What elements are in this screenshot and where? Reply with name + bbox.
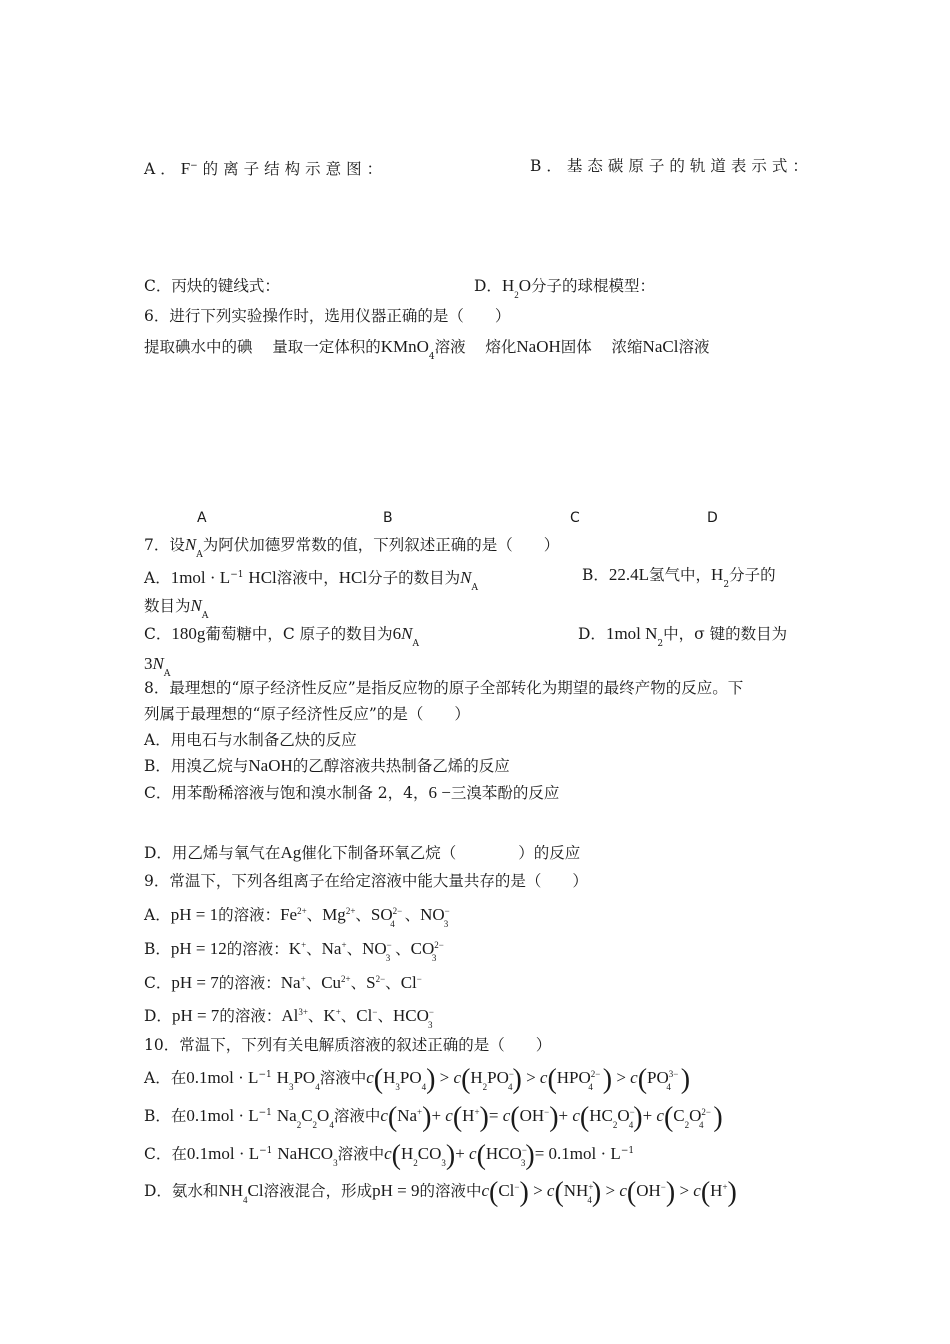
q6-label-d: D — [707, 510, 718, 526]
q6-operations: 提取碘水中的碘 量取一定体积的KMnO$_4$溶液 熔化NaOH固体 浓缩NaCl溶液 — [144, 337, 710, 362]
q5-option-c: C．丙炔的键线式： — [144, 277, 280, 295]
q9-option-a: A．pH = 1的溶液：$Fe^{2+}$、$Mg^{2+}$、$SO^{2-}_4$ 、$NO^-_3$ — [144, 905, 450, 929]
q7-option-b: B．22.4L氢气中，$H_2$分子的 — [582, 565, 776, 590]
q9-option-c: C．pH = 7的溶液：Na+、$Cu^{2+}$、$S^{2-}$、Cl− — [144, 973, 422, 992]
q10-stem: 10．常温下，下列有关电解质溶液的叙述正确的是（ ） — [144, 1036, 552, 1054]
q10-option-b: B．在$0.1mol \cdot L^{-1}$ $Na_2C_2O_4$溶液中$c(Na^+)+ c(H^+)= c(OH^-)+ c(HC_2O^-_4)+ c(C_2O^{2-}_4$ ) — [144, 1102, 723, 1133]
q5-option-a: A．F− 的离子结构示意图： — [144, 159, 388, 178]
q7-option-d-cont: $3N_A$ — [144, 654, 171, 679]
q7-option-b-cont: 数目为$N_A$ — [144, 596, 209, 621]
q8-option-b: B．用溴乙烷与NaOH的乙醇溶液共热制备乙烯的反应 — [144, 756, 510, 775]
q6-label-c: C — [570, 510, 580, 526]
q10-option-d: D．氨水和$NH_4Cl$溶液混合，形成pH = 9的溶液中$c(Cl^-) > c(NH^+_4) > c(OH^-) > c(H^+)$ — [144, 1177, 737, 1208]
q8-option-c: C．用苯酚稀溶液与饱和溴水制备 2，4，6 −三溴苯酚的反应 — [144, 783, 560, 802]
q7-option-d: D．1mol $N_2$中，σ 键的数目为 — [578, 624, 788, 649]
q8-stem-line2: 列属于最理想的“原子经济性反应”的是（ ） — [144, 705, 470, 723]
q7-option-a: A．$1mol \cdot L^{-1}$ HCl溶液中，HCl分子的数目为$N_A$ — [144, 568, 478, 593]
q7-option-c: C．180g葡萄糖中，C 原子的数目为$6N_A$ — [144, 624, 420, 649]
q6-label-a: A — [197, 510, 207, 526]
q8-stem-line1: 8．最理想的“原子经济性反应”是指反应物的原子全部转化为期望的最终产物的反应。下 — [144, 679, 744, 697]
q10-option-c: C．在$0.1mol \cdot L^{-1}$ NaHCO$_3$溶液中$c(H_2CO_3)+ c(HCO^-_3)= 0.1mol \cdot L^{-1}$ — [144, 1140, 635, 1171]
q6-label-b: B — [383, 510, 393, 526]
q10-option-a: A．在$0.1mol \cdot L^{-1}$ $H_3PO_4$溶液中$c(H_3PO_4) > c(H_2PO^-_4) > c(HPO^{2-}_4$ ) > $c(PO^{3-}_4$ ) — [144, 1064, 691, 1095]
q9-option-b: B．pH = 12的溶液：K+、Na+、$NO^-_3$ 、$CO^{2-}_3$ — [144, 939, 444, 963]
q9-option-d: D．pH = 7的溶液：$Al^{3+}$、K+、Cl−、$HCO^-_3$ — [144, 1006, 434, 1030]
q5-option-d: D．$H_2O$分子的球棍模型： — [474, 276, 656, 300]
q8-option-a: A．用电石与水制备乙炔的反应 — [144, 731, 357, 749]
q9-stem: 9．常温下，下列各组离子在给定溶液中能大量共存的是（ ） — [144, 872, 588, 890]
q6-stem: 6．进行下列实验操作时，选用仪器正确的是（ ） — [144, 307, 511, 325]
q7-stem: 7．设$N_A$为阿伏加德罗常数的值，下列叙述正确的是（ ） — [144, 535, 560, 560]
q8-option-d: D．用乙烯与氧气在Ag催化下制备环氧乙烷（ ）的反应 — [144, 843, 581, 862]
q5-option-b: B．基态碳原子的轨道表示式： — [530, 157, 813, 175]
